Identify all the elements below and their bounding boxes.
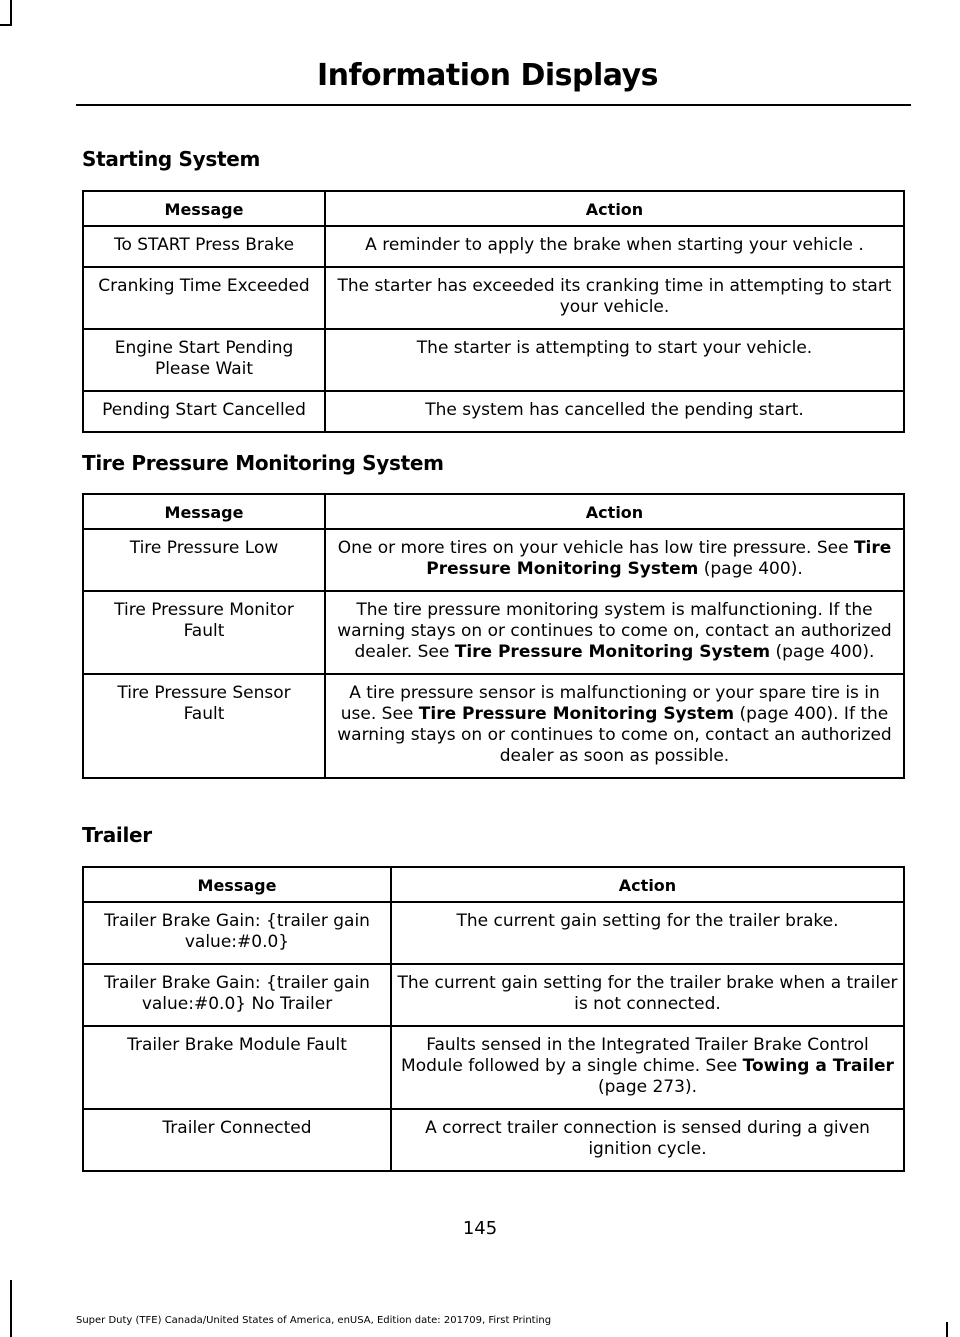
crop-mark xyxy=(10,1280,12,1337)
message-cell: Cranking Time Exceeded xyxy=(83,267,325,329)
message-cell: Tire Pressure Sensor Fault xyxy=(83,674,325,778)
table-row xyxy=(83,674,904,778)
section-title-trailer: Trailer xyxy=(82,823,152,847)
action-cell xyxy=(391,1026,904,1109)
footer-edition-text: Super Duty (TFE) Canada/United States of America, enUSA, Edition date: 201709, First Printing xyxy=(76,1315,552,1326)
table-row xyxy=(83,1109,904,1171)
action-cell: The current gain setting for the trailer brake. xyxy=(391,902,904,964)
message-cell: To START Press Brake xyxy=(83,226,325,267)
page-reference-link[interactable]: Tire Pressure Monitoring System xyxy=(426,538,892,579)
crop-mark xyxy=(10,0,12,26)
page-reference-link[interactable]: Tire Pressure Monitoring System xyxy=(418,704,735,724)
action-text: (page 273). xyxy=(598,1077,697,1097)
page-number: 145 xyxy=(462,1218,498,1239)
table-row xyxy=(83,591,904,674)
section-title-tire-pressure: Tire Pressure Monitoring System xyxy=(82,451,444,475)
action-cell xyxy=(325,529,904,591)
action-cell: A correct trailer connection is sensed during a given ignition cycle. xyxy=(391,1109,904,1171)
section-title-starting-system: Starting System xyxy=(82,147,261,171)
column-header-action: Action xyxy=(325,191,904,226)
table-row xyxy=(83,902,904,964)
message-cell: Tire Pressure Low xyxy=(83,529,325,591)
table-row xyxy=(83,964,904,1026)
message-cell: Trailer Connected xyxy=(83,1109,391,1171)
action-text: (page 400). xyxy=(698,559,803,579)
action-cell: The starter is attempting to start your vehicle. xyxy=(325,329,904,391)
action-cell xyxy=(325,674,904,778)
message-cell: Tire Pressure Monitor Fault xyxy=(83,591,325,674)
action-text: One or more tires on your vehicle has low tire pressure. See xyxy=(337,538,854,558)
crop-mark xyxy=(0,24,12,26)
column-header-message: Message xyxy=(83,867,391,902)
table-row xyxy=(83,329,904,391)
table-header-row xyxy=(83,191,904,226)
message-cell: Trailer Brake Gain: {trailer gain value:#0.0} xyxy=(83,902,391,964)
table-row xyxy=(83,267,904,329)
message-cell: Trailer Brake Gain: {trailer gain value:#0.0} No Trailer xyxy=(83,964,391,1026)
action-text: (page 400). xyxy=(770,642,875,662)
tire-pressure-table xyxy=(82,493,905,779)
starting-system-table xyxy=(82,190,905,433)
table-row xyxy=(83,529,904,591)
table-row xyxy=(83,226,904,267)
message-cell: Pending Start Cancelled xyxy=(83,391,325,432)
column-header-message: Message xyxy=(83,191,325,226)
page-reference-link[interactable]: Tire Pressure Monitoring System xyxy=(454,642,771,662)
action-cell: The current gain setting for the trailer brake when a trailer is not connected. xyxy=(391,964,904,1026)
message-cell: Engine Start Pending Please Wait xyxy=(83,329,325,391)
table-header-row xyxy=(83,494,904,529)
column-header-message: Message xyxy=(83,494,325,529)
crop-mark xyxy=(10,1280,12,1282)
table-row xyxy=(83,1026,904,1109)
message-cell: Trailer Brake Module Fault xyxy=(83,1026,391,1109)
action-cell xyxy=(325,591,904,674)
action-text: The tire pressure monitoring system is malfunctioning. If the warning stays on or continues to come on, contact an authorized dealer. See xyxy=(337,600,892,662)
column-header-action: Action xyxy=(391,867,904,902)
action-cell: The starter has exceeded its cranking time in attempting to start your vehicle. xyxy=(325,267,904,329)
action-text: A tire pressure sensor is malfunctioning or your spare tire is in use. See xyxy=(340,683,880,724)
action-text: (page 400). If the warning stays on or continues to come on, contact an authorized dealer as soon as possible. xyxy=(337,704,892,766)
action-cell: The system has cancelled the pending start. xyxy=(325,391,904,432)
action-text: Faults sensed in the Integrated Trailer Brake Control Module followed by a single chime. See xyxy=(401,1035,869,1076)
action-cell: A reminder to apply the brake when starting your vehicle . xyxy=(325,226,904,267)
column-header-action: Action xyxy=(325,494,904,529)
page-reference-link[interactable]: Towing a Trailer xyxy=(742,1056,894,1076)
table-header-row xyxy=(83,867,904,902)
crop-mark xyxy=(946,1322,948,1337)
table-row xyxy=(83,391,904,432)
trailer-table xyxy=(82,866,905,1172)
page-header-title: Information Displays xyxy=(316,58,658,93)
header-divider xyxy=(76,104,911,106)
